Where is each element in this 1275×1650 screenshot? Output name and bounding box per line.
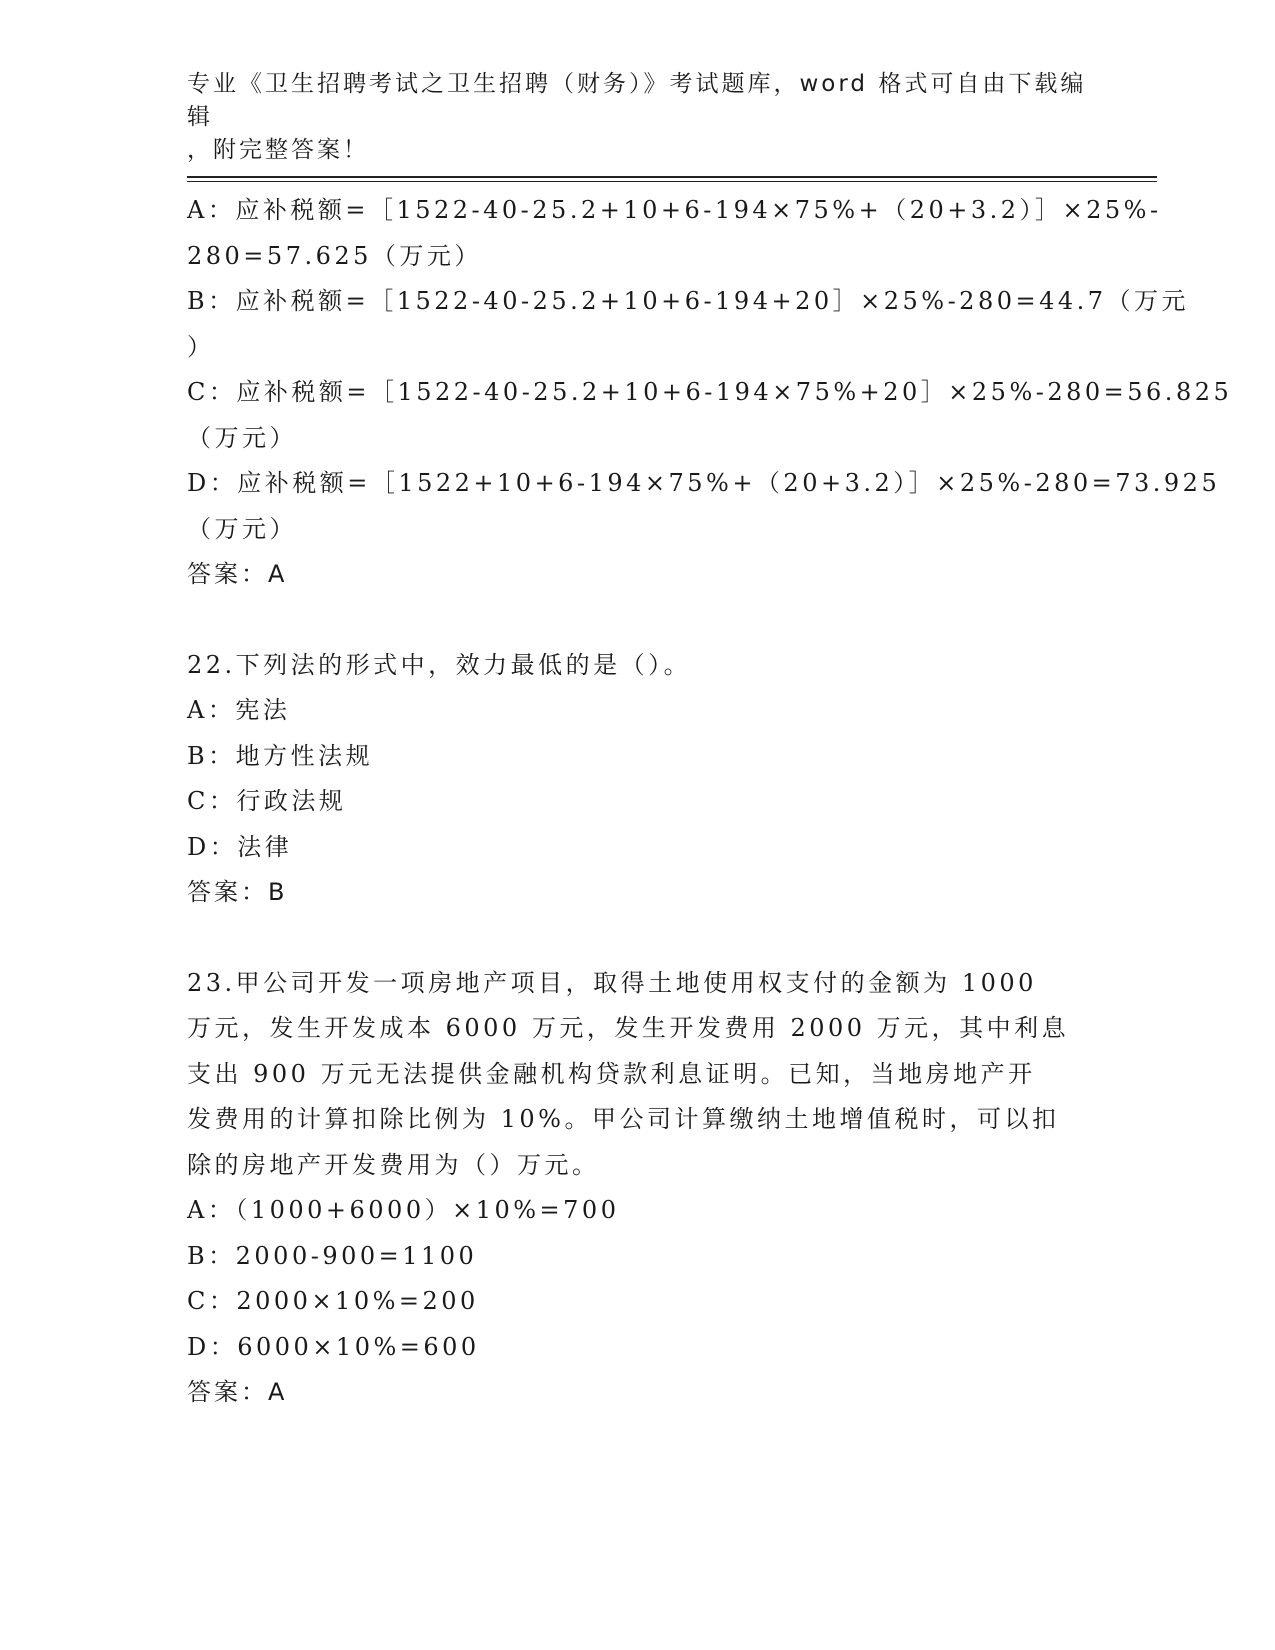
option-a-line-2: 280=57.625（万元） [187,241,482,270]
option-d: D：6000×10%=600 [187,1332,480,1361]
header-line-2: ，附完整答案！ [187,137,369,163]
option-b: B：地方性法规 [187,741,374,770]
option-d: D：法律 [187,832,293,861]
option-a: A：宪法 [187,696,291,724]
question-23 [187,961,1087,1416]
document-header [187,68,1087,167]
spacer [187,916,1087,961]
answer-23: 答案：A [187,1378,288,1406]
option-d-line-1: D：应补税额=［1522+10+6-194×75%+（20+3.2）］×25%-280=73.925 [187,469,1221,497]
question-23-stem-line-4: 发费用的计算扣除比例为 10%。甲公司计算缴纳土地增值税时，可以扣 [187,1105,1060,1133]
answer-21: 答案：A [187,560,288,588]
question-23-stem-line-3: 支出 900 万元无法提供金融机构贷款利息证明。已知，当地房地产开 [187,1059,1036,1088]
question-23-stem-line-2: 万元，发生开发成本 6000 万元，发生开发费用 2000 万元，其中利息 [187,1014,1070,1042]
option-c-line-2: （万元） [187,423,297,452]
question-22-stem: 22.下列法的形式中，效力最低的是（）。 [187,650,692,679]
header-divider [187,176,1157,182]
option-c: C：2000×10%=200 [187,1287,479,1315]
option-a: A：（1000+6000）×10%=700 [187,1196,620,1224]
spacer [187,598,1087,643]
question-23-stem-line-5: 除的房地产开发费用为（）万元。 [187,1150,600,1179]
question-23-stem-line-1: 23.甲公司开发一项房地产项目，取得土地使用权支付的金额为 1000 [187,968,1037,997]
question-21 [187,188,1233,598]
option-c-line-1: C：应补税额=［1522-40-25.2+10+6-194×75%+20］×25%-280=56.825 [187,378,1233,406]
option-c: C：行政法规 [187,787,347,815]
answer-22: 答案：B [187,878,288,906]
option-b-line-2: ） [187,332,215,361]
option-b-line-1: B：应补税额=［1522-40-25.2+10+6-194+20］×25%-280=44.7（万元 [187,287,1190,315]
question-list [187,188,1233,1416]
option-b: B：2000-900=1100 [187,1241,478,1270]
header-line-1: 专业《卫生招聘考试之卫生招聘（财务）》考试题库，word 格式可自由下载编辑 [187,71,1087,130]
option-d-line-2: （万元） [187,514,297,543]
question-22 [187,643,1087,916]
option-a-line-1: A：应补税额=［1522-40-25.2+10+6-194×75%+（20+3.2）］×25%- [187,196,1162,224]
